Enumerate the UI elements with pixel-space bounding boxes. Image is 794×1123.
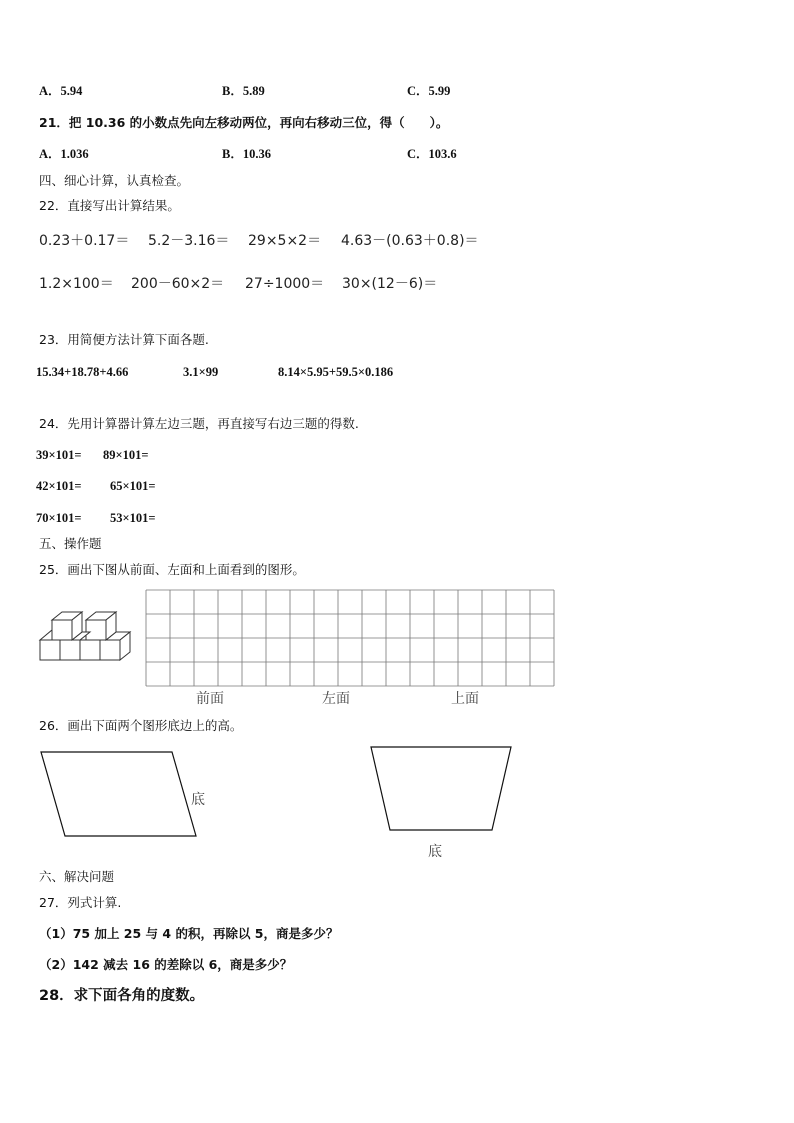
q22-expr-5: 1.2×100＝ [39,276,114,292]
drawing-grid[interactable] [145,589,555,687]
q23-item-2: 3.1×99 [183,365,219,379]
q22-expr-7: 27÷1000＝ [245,276,325,292]
q24-r1-right: 89×101= [103,448,149,462]
q22-expr-1: 0.23＋0.17＝ [39,233,130,249]
q24-r3-right: 53×101= [110,511,156,525]
q21-option-a: A．1.036 [39,147,89,161]
q24-r2-right: 65×101= [110,479,156,493]
q26-question: 26．画出下面两个图形底边上的高。 [39,718,243,733]
q24-r3-left: 70×101= [36,511,82,525]
q22-expr-3: 29×5×2＝ [248,233,322,249]
q23-question: 23．用简便方法计算下面各题. [39,332,209,347]
label-left: 左面 [322,691,350,707]
q27-sub-2: （2）142 减去 16 的差除以 6，商是多少？ [39,957,293,972]
section-6-title: 六、解决问题 [39,869,115,884]
q28-question: 28．求下面各角的度数。 [39,988,205,1004]
q24-r1-left: 39×101= [36,448,82,462]
q27-question: 27．列式计算. [39,895,122,910]
q22-expr-2: 5.2－3.16＝ [148,233,230,249]
trapezoid [368,745,514,833]
q24-question: 24．先用计算器计算左边三题，再直接写右边三题的得数. [39,416,359,431]
label-top: 上面 [451,691,479,707]
q20-option-b: B．5.89 [222,84,265,98]
q20-option-a: A．5.94 [39,84,83,98]
label-front: 前面 [196,691,224,707]
cube-figure [38,608,132,664]
trapezoid-base-label: 底 [428,844,442,860]
q22-expr-8: 30×(12－6)＝ [342,276,438,292]
section-5-title: 五、操作题 [39,536,102,551]
q21-option-c: C．103.6 [407,147,457,161]
q21-option-b: B．10.36 [222,147,271,161]
section-4-title: 四、细心计算，认真检查。 [39,173,190,188]
q22-expr-4: 4.63－(0.63＋0.8)＝ [341,233,479,249]
parallelogram [38,750,202,840]
q21-question: 21．把 10.36 的小数点先向左移动两位，再向右移动三位，得（ ）。 [39,115,449,130]
q27-sub-1: （1）75 加上 25 与 4 的积，再除以 5，商是多少？ [39,926,339,941]
q20-option-c: C．5.99 [407,84,451,98]
q22-expr-6: 200－60×2＝ [131,276,225,292]
parallelogram-base-label: 底 [191,792,205,808]
q23-item-3: 8.14×5.95+59.5×0.186 [278,365,394,379]
q25-question: 25．画出下图从前面、左面和上面看到的图形。 [39,562,305,577]
q24-r2-left: 42×101= [36,479,82,493]
q22-question: 22．直接写出计算结果。 [39,198,180,213]
q23-item-1: 15.34+18.78+4.66 [36,365,129,379]
